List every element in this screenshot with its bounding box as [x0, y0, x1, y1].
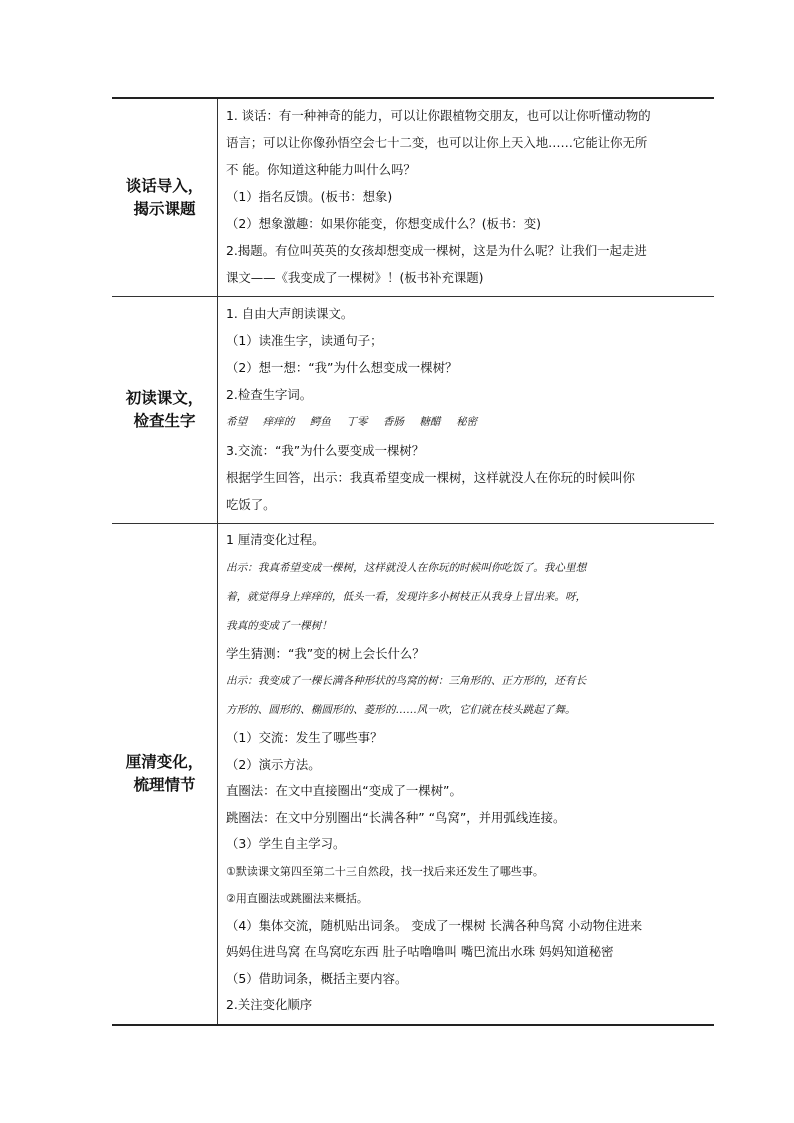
lesson-plan-table — [112, 97, 714, 1026]
vocab-word: 丁零 — [346, 416, 368, 428]
small-note-line: ①默读课文第四至第二十三自然段，找一找后来还发生了哪些事。 — [226, 864, 544, 878]
content-line: （2）想一想：“我”为什么想变成一棵树？ — [226, 360, 458, 375]
section-content — [218, 524, 715, 1025]
excerpt-line: 出示：我变成了一棵长满各种形状的鸟窝的树：三角形的、正方形的，还有长 — [226, 675, 587, 687]
content-line: 根据学生回答，出示：我真希望变成一棵树，这样就没人在你玩的时候叫你 — [226, 470, 635, 485]
excerpt-line: 出示：我真希望变成一棵树，这样就没人在你玩的时候叫你吃饭了。我心里想 — [226, 561, 587, 574]
vocab-word: 痒痒的 — [262, 416, 295, 428]
content-line: 直圈法：在文中直接圈出“变成了一棵树”。 — [226, 783, 462, 798]
section-content — [218, 297, 715, 524]
vocab-word: 希望 — [226, 416, 248, 428]
content-line: 2.检查生字词。 — [226, 387, 313, 402]
content-line: （4）集体交流，随机贴出词条。 变成了一棵树 长满各种鸟窝 小动物住进来 — [226, 917, 643, 933]
section-title-line: 检查生字 — [133, 412, 196, 430]
content-line: 妈妈住进鸟窝 在鸟窝吃东西 肚子咕噜噜叫 嘴巴流出水珠 妈妈知道秘密 — [226, 944, 614, 959]
section-title-line: 揭示课题 — [133, 199, 196, 218]
content-line: （1）指名反馈。(板书：想象) — [226, 189, 393, 204]
content-line: 跳圈法：在文中分别圈出“长满各种” “鸟窝”，并用弧线连接。 — [226, 809, 566, 825]
small-note-line: ②用直圈法或跳圈法来概括。 — [226, 892, 368, 905]
content-line: 语言；可以让你像孙悟空会七十二变，也可以让你上天入地……它能让你无所 — [226, 135, 648, 150]
content-line: 1 厘清变化过程。 — [226, 532, 325, 547]
vocab-word: 香肠 — [382, 416, 405, 428]
content-line: （5）借助词条，概括主要内容。 — [226, 970, 408, 986]
vocab-word: 鳄鱼 — [309, 416, 331, 428]
section-title-line: 谈话导入， — [125, 176, 204, 195]
content-line: 2.关注变化顺序 — [226, 997, 313, 1012]
content-line: （2）演示方法。 — [226, 756, 321, 772]
excerpt-line: 着，就觉得身上痒痒的，低头一看，发现许多小树枝正从我身上冒出来。呀， — [226, 590, 587, 603]
section-plot — [112, 524, 714, 1025]
content-line: 2.揭题。有位叫英英的女孩却想变成一棵树，这是为什么呢？让我们一起走进 — [226, 243, 647, 258]
content-line: （3）学生自主学习。 — [226, 836, 346, 851]
content-line: 1. 谈话：有一种神奇的能力，可以让你跟植物交朋友，也可以让你听懂动物的 — [226, 108, 651, 123]
section-title — [112, 297, 218, 524]
excerpt-line: 方形的、圆形的、椭圆形的、菱形的……风一吹，它们就在枝头跳起了舞。 — [226, 704, 576, 716]
content-line: 学生猜测：“我”变的树上会长什么？ — [226, 645, 425, 661]
section-title — [112, 98, 218, 297]
content-line: 吃饭了。 — [226, 497, 276, 512]
content-line: （1）交流：发生了哪些事？ — [226, 730, 383, 745]
section-title-line: 梳理情节 — [133, 775, 196, 794]
excerpt-line: 我真的变成了一棵树！ — [226, 619, 332, 632]
section-title-line: 厘清变化， — [125, 752, 204, 771]
content-line: （1）读准生字，读通句子； — [226, 333, 383, 348]
content-line: 1. 自由大声朗读课文。 — [226, 306, 354, 321]
section-content — [218, 98, 715, 297]
section-title-line: 初读课文， — [125, 389, 204, 407]
vocabulary-list — [226, 408, 710, 437]
content-line: 不 能。你知道这种能力叫什么吗？ — [226, 162, 416, 177]
section-title — [112, 524, 218, 1025]
section-first-reading — [112, 297, 714, 524]
vocab-word: 秘密 — [455, 416, 478, 428]
content-line: 课文——《我变成了一棵树》！(板书补充课题) — [226, 270, 484, 285]
content-line: 3.交流：“我”为什么要变成一棵树？ — [226, 443, 425, 458]
vocab-word: 糖醋 — [419, 416, 441, 428]
section-intro — [112, 98, 714, 297]
content-line: （2）想象激趣：如果你能变，你想变成什么？(板书：变) — [226, 216, 541, 231]
